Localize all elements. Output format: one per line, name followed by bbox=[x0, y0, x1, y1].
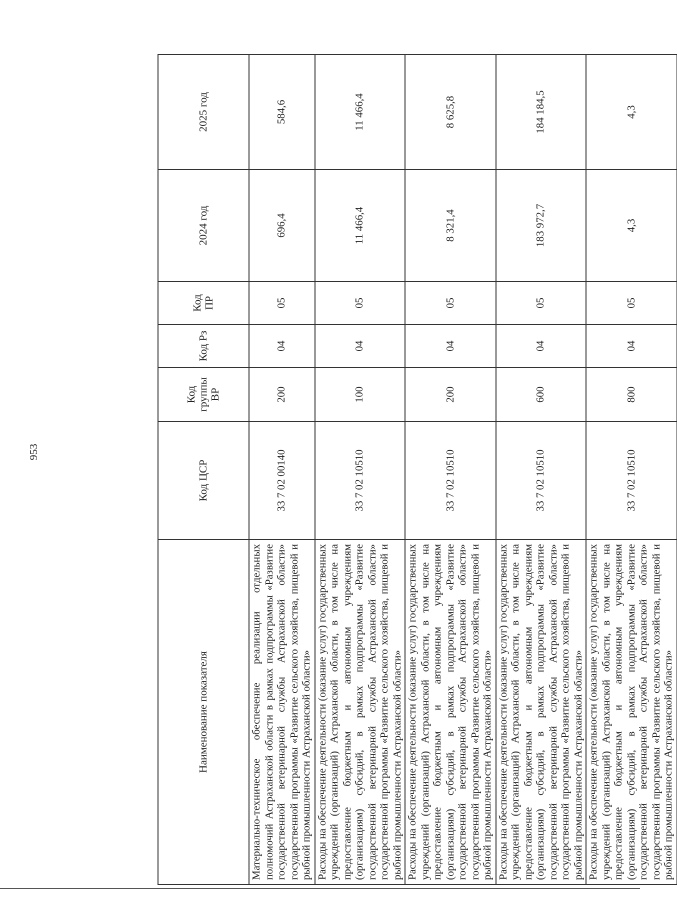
row-2025: 4,3 bbox=[586, 55, 677, 170]
row-name: Расходы на обеспечение деятельности (оказание услуг) государственных учреждений (организаций) Астраханской области, в том числе на предоставление бюджетным и автономным учреждениям (организациям) субсидий, в рамках подпрограммы «Развитие государственной ветеринарной службы Астраханской области» государственной программы «Развитие сельского хозяйства, пищевой и рыбной промышленности Астраханской области» bbox=[315, 540, 406, 885]
row-rz: 04 bbox=[249, 325, 315, 368]
row-pr: 05 bbox=[405, 282, 496, 325]
row-2025: 184 184,5 bbox=[496, 55, 587, 170]
row-vr: 200 bbox=[405, 368, 496, 422]
table-row bbox=[586, 55, 677, 885]
row-rz: 04 bbox=[496, 325, 587, 368]
row-2025: 8 625,8 bbox=[405, 55, 496, 170]
row-pr: 05 bbox=[586, 282, 677, 325]
row-name: Материально-техническое обеспечение реализации отдельных полномочий Астраханской области в рамках подпрограммы «Развитие государственной ветеринарной службы Астраханской области» государственной программы «Развитие сельского хозяйства, пищевой и рыбной промышленности Астраханской области» bbox=[249, 540, 315, 885]
row-csr: 33 7 02 10510 bbox=[496, 422, 587, 540]
header-vr: Код группы ВР bbox=[158, 368, 249, 422]
row-vr: 600 bbox=[496, 368, 587, 422]
budget-table bbox=[158, 54, 677, 885]
row-csr: 33 7 02 10510 bbox=[315, 422, 406, 540]
row-2024: 696,4 bbox=[249, 170, 315, 282]
row-vr: 100 bbox=[315, 368, 406, 422]
rotated-table-container bbox=[158, 55, 675, 885]
header-csr: Код ЦСР bbox=[158, 422, 249, 540]
row-2024: 183 972,7 bbox=[496, 170, 587, 282]
table-row bbox=[496, 55, 587, 885]
row-2024: 8 321,4 bbox=[405, 170, 496, 282]
row-csr: 33 7 02 00140 bbox=[249, 422, 315, 540]
row-rz: 04 bbox=[586, 325, 677, 368]
row-pr: 05 bbox=[315, 282, 406, 325]
row-csr: 33 7 02 10510 bbox=[586, 422, 677, 540]
header-2025: 2025 год bbox=[158, 55, 249, 170]
row-rz: 04 bbox=[315, 325, 406, 368]
row-2025: 11 466,4 bbox=[315, 55, 406, 170]
table-row bbox=[405, 55, 496, 885]
row-pr: 05 bbox=[496, 282, 587, 325]
row-pr: 05 bbox=[249, 282, 315, 325]
header-2024: 2024 год bbox=[158, 170, 249, 282]
row-2024: 4,3 bbox=[586, 170, 677, 282]
row-name: Расходы на обеспечение деятельности (оказание услуг) государственных учреждений (организаций) Астраханской области, в том числе на предоставление бюджетным и автономным учреждениям (организациям) субсидий, в рамках подпрограммы «Развитие государственной ветеринарной службы Астраханской области» государственной программы «Развитие сельского хозяйства, пищевой и рыбной промышленности Астраханской области» bbox=[496, 540, 587, 885]
row-2025: 584,6 bbox=[249, 55, 315, 170]
header-pr: Код ПР bbox=[158, 282, 249, 325]
row-vr: 200 bbox=[249, 368, 315, 422]
row-rz: 04 bbox=[405, 325, 496, 368]
table-header-row bbox=[158, 55, 249, 885]
bottom-divider bbox=[0, 888, 640, 889]
row-name: Расходы на обеспечение деятельности (оказание услуг) государственных учреждений (организаций) Астраханской области, в том числе на предоставление бюджетным и автономным учреждениям (организациям) субсидий, в рамках подпрограммы «Развитие государственной ветеринарной службы Астраханской области» государственной программы «Развитие сельского хозяйства, пищевой и рыбной промышленности Астраханской области» bbox=[405, 540, 496, 885]
table-row bbox=[249, 55, 315, 885]
row-csr: 33 7 02 10510 bbox=[405, 422, 496, 540]
row-name: Расходы на обеспечение деятельности (оказание услуг) государственных учреждений (организаций) Астраханской области, в том числе на предоставление бюджетным и автономным учреждениям (организациям) субсидий, в рамках подпрограммы «Развитие государственной ветеринарной службы Астраханской области» государственной программы «Развитие сельского хозяйства, пищевой и рыбной промышленности Астраханской области» bbox=[586, 540, 677, 885]
row-vr: 800 bbox=[586, 368, 677, 422]
page-number: 953 bbox=[28, 443, 40, 461]
header-rz: Код Рз bbox=[158, 325, 249, 368]
header-name: Наименование показателя bbox=[158, 540, 249, 885]
row-2024: 11 466,4 bbox=[315, 170, 406, 282]
table-row bbox=[315, 55, 406, 885]
